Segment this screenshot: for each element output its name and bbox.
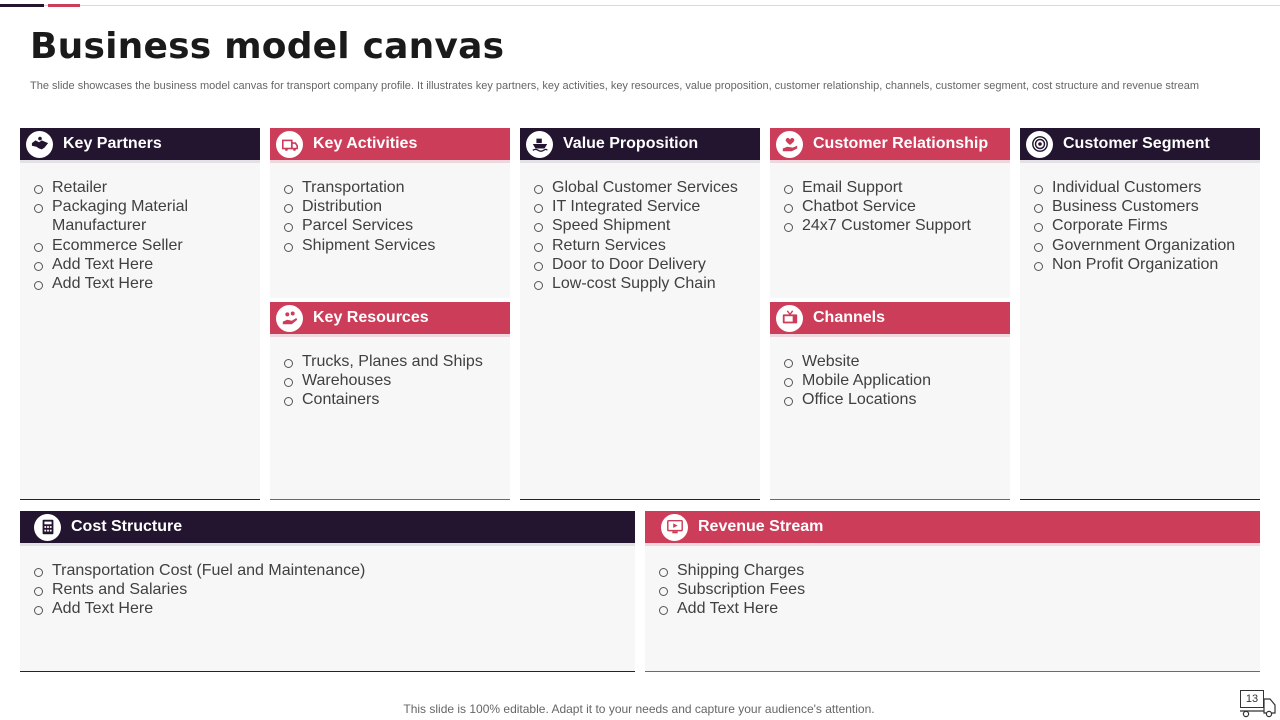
top-accent-red: [48, 4, 80, 7]
card-title-customer-relationship: Customer Relationship: [813, 135, 989, 152]
card-title-key-resources: Key Resources: [313, 309, 429, 326]
card-cost-structure: [20, 511, 635, 672]
list-item: Transportation: [284, 178, 435, 197]
card-value-proposition: [520, 128, 760, 500]
list-item: Shipment Services: [284, 236, 435, 255]
list-item: Distribution: [284, 197, 435, 216]
list-item: Ecommerce Seller: [34, 236, 260, 255]
list-item: Chatbot Service: [784, 197, 971, 216]
card-header-value-proposition: [520, 128, 760, 160]
list-item: Transportation Cost (Fuel and Maintenance): [34, 561, 365, 580]
list-item: Add Text Here: [34, 599, 365, 618]
page-number: 13: [1240, 690, 1264, 708]
list-item: Trucks, Planes and Ships: [284, 352, 483, 371]
card-header-cost-structure: [20, 511, 635, 543]
list-item: Add Text Here: [34, 274, 260, 293]
card-header-key-activities: [270, 128, 510, 160]
footer-note: This slide is 100% editable. Adapt it to your needs and capture your audience's attention.: [403, 702, 875, 716]
list-item: Email Support: [784, 178, 971, 197]
card-title-key-activities: Key Activities: [313, 135, 418, 152]
handshake-icon: [26, 131, 53, 158]
list-item: Rents and Salaries: [34, 580, 365, 599]
cargo-ship-icon: [526, 131, 553, 158]
list-item: Government Organization: [1034, 236, 1235, 255]
list-cost-structure: [34, 561, 365, 619]
card-channels: [770, 302, 1010, 500]
list-item: Warehouses: [284, 371, 483, 390]
list-key-resources: [284, 352, 483, 410]
list-item: Subscription Fees: [659, 580, 805, 599]
page-subtitle: The slide showcases the business model canvas for transport company profile. It illustrates key partners, key activities, key resources, value proposition, customer relationship, channels, customer segment, cost structure and revenue stream: [30, 80, 1199, 92]
list-item: Office Locations: [784, 390, 931, 409]
list-value-proposition: [534, 178, 738, 293]
card-title-value-proposition: Value Proposition: [563, 135, 699, 152]
card-title-channels: Channels: [813, 309, 886, 326]
heart-hand-icon: [776, 131, 803, 158]
card-title-revenue-stream: Revenue Stream: [698, 518, 824, 535]
television-icon: [776, 305, 803, 332]
list-item: Individual Customers: [1034, 178, 1235, 197]
card-key-resources: [270, 302, 510, 500]
list-customer-relationship: [784, 178, 971, 236]
list-item: Add Text Here: [34, 255, 260, 274]
calculator-icon: [34, 514, 61, 541]
list-item: Add Text Here: [659, 599, 805, 618]
card-header-revenue-stream: [645, 511, 1260, 543]
card-customer-relationship: [770, 128, 1010, 298]
list-item: Speed Shipment: [534, 216, 738, 235]
list-key-partners: [34, 178, 260, 293]
list-item: Retailer: [34, 178, 260, 197]
card-key-partners: [20, 128, 260, 500]
revenue-screen-icon: [661, 514, 688, 541]
list-item: Door to Door Delivery: [534, 255, 738, 274]
page-title: Business model canvas: [30, 26, 505, 67]
list-item: Packaging Material Manufacturer: [34, 197, 260, 235]
list-item: Return Services: [534, 236, 738, 255]
list-item: Website: [784, 352, 931, 371]
list-item: Shipping Charges: [659, 561, 805, 580]
list-item: Parcel Services: [284, 216, 435, 235]
list-customer-segment: [1034, 178, 1235, 274]
list-item: Containers: [284, 390, 483, 409]
list-item: Corporate Firms: [1034, 216, 1235, 235]
list-item: Non Profit Organization: [1034, 255, 1235, 274]
list-item: IT Integrated Service: [534, 197, 738, 216]
card-title-customer-segment: Customer Segment: [1063, 135, 1210, 152]
truck-icon: [1238, 689, 1278, 719]
resources-hand-icon: [276, 305, 303, 332]
card-title-cost-structure: Cost Structure: [71, 518, 183, 535]
card-header-customer-relationship: [770, 128, 1010, 160]
top-accent-dark: [0, 4, 44, 7]
target-icon: [1026, 131, 1053, 158]
card-customer-segment: [1020, 128, 1260, 500]
list-item: Low-cost Supply Chain: [534, 274, 738, 293]
list-item: Business Customers: [1034, 197, 1235, 216]
card-title-key-partners: Key Partners: [63, 135, 162, 152]
delivery-box-icon: [276, 131, 303, 158]
card-header-key-partners: [20, 128, 260, 160]
card-header-channels: [770, 302, 1010, 334]
list-revenue-stream: [659, 561, 805, 619]
list-item: Mobile Application: [784, 371, 931, 390]
list-key-activities: [284, 178, 435, 255]
page-number-badge: [1238, 689, 1278, 719]
card-header-customer-segment: [1020, 128, 1260, 160]
list-item: Global Customer Services: [534, 178, 738, 197]
card-key-activities: [270, 128, 510, 298]
card-header-key-resources: [270, 302, 510, 334]
top-rule: [0, 5, 1280, 6]
card-revenue-stream: [645, 511, 1260, 672]
list-item: 24x7 Customer Support: [784, 216, 971, 235]
list-channels: [784, 352, 931, 410]
